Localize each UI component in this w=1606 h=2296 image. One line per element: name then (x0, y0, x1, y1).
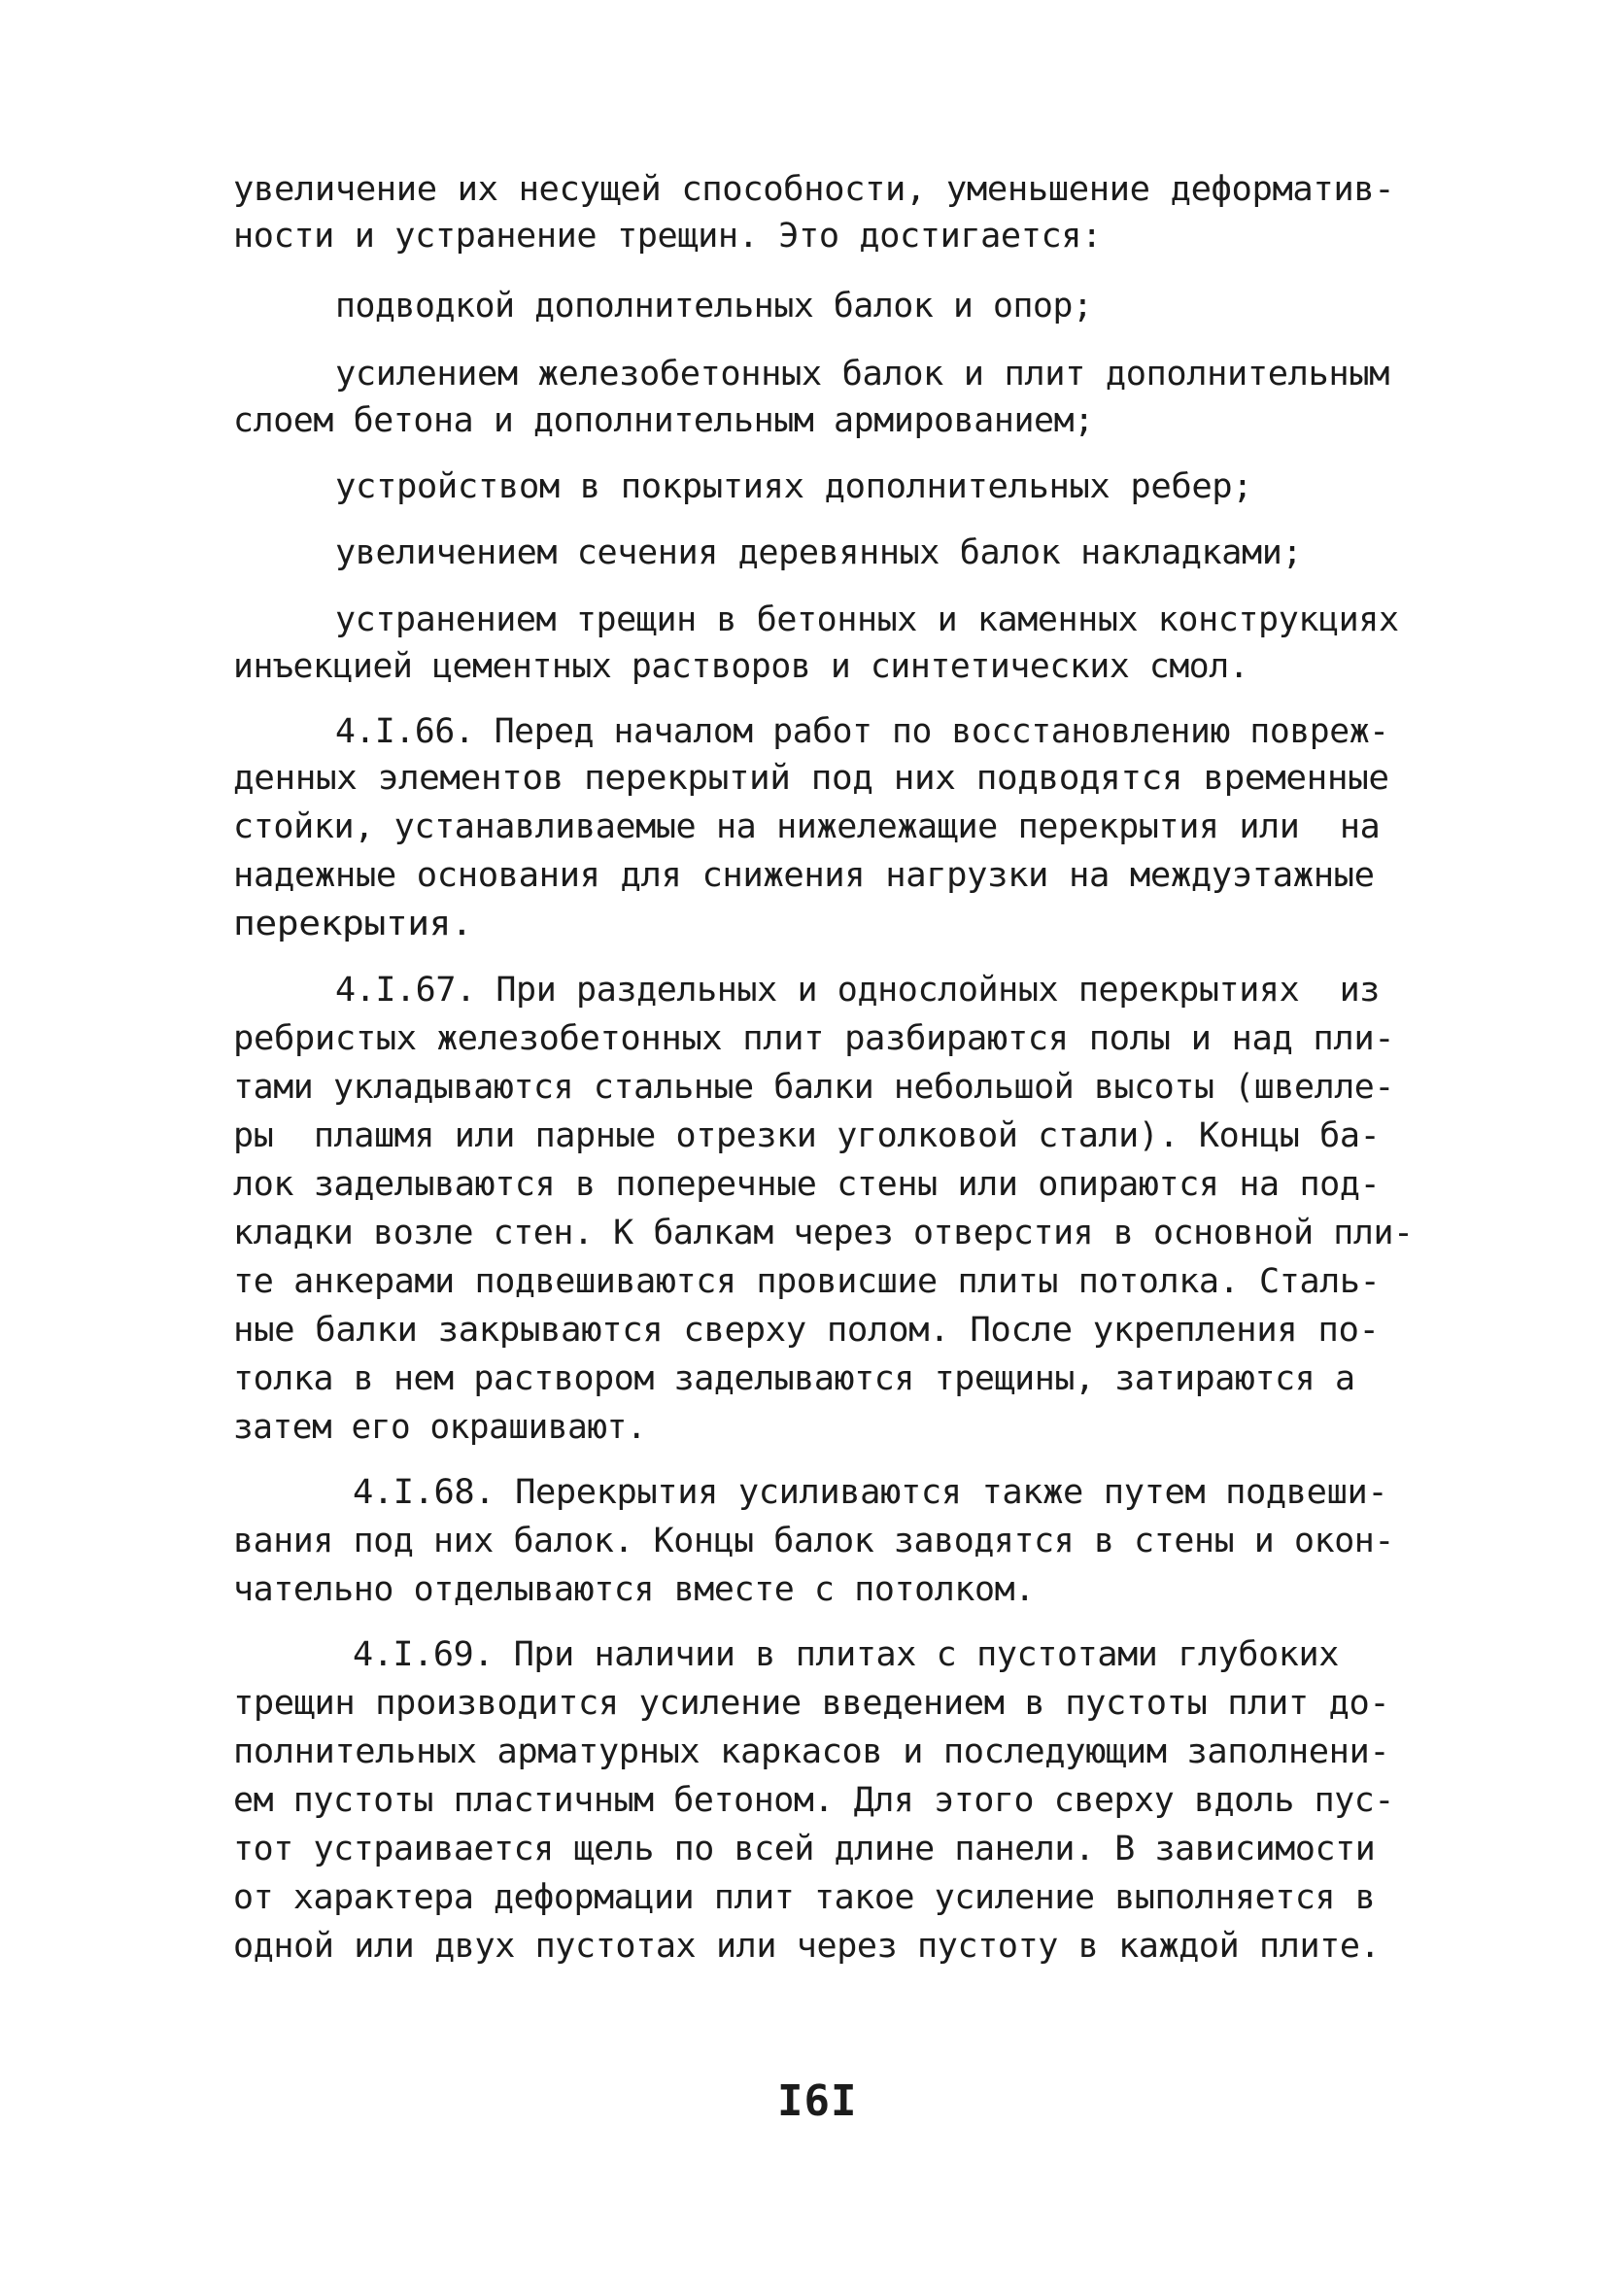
text-line: кладки возле стен. К балкам через отверстия в основной пли- (233, 1214, 1414, 1252)
text-line: усилением железобетонных балок и плит дополнительным (335, 355, 1389, 394)
text-line: стойки, устанавливаемые на нижележащие перекрытия или на (233, 807, 1381, 846)
text-line: одной или двух пустотах или через пустоту в каждой плите. (233, 1927, 1381, 1966)
text-line: толка в нем раствором заделываются трещины, затираются а (233, 1359, 1355, 1398)
text-line: 4.I.68. Перекрытия усиливаются также путем подвеши- (353, 1473, 1388, 1512)
text-line: слоем бетона и дополнительным армированием; (233, 401, 1094, 440)
text-line: чательно отделываются вместе с потолком. (233, 1570, 1035, 1609)
text-line: 4.I.69. При наличии в плитах с пустотами глубоких (353, 1635, 1339, 1674)
text-line: ребристых железобетонных плит разбираются полы и над пли- (233, 1019, 1395, 1058)
text-line: лок заделываются в поперечные стены или опираются на под- (233, 1165, 1381, 1204)
text-line: перекрытия. (233, 905, 473, 943)
text-line: от характера деформации плит такое усиление выполняется в (233, 1878, 1376, 1917)
text-line: ности и устранение трещин. Это достигается: (233, 217, 1102, 256)
page-number: I6I (777, 2076, 858, 2126)
text-line: увеличение их несущей способности, уменьшение деформатив- (233, 170, 1395, 209)
text-line: ные балки закрываются сверху полом. После укрепления по- (233, 1311, 1380, 1350)
text-line: тами укладываются стальные балки небольшой высоты (швелле- (233, 1068, 1395, 1107)
text-line: денных элементов перекрытий под них подводятся временные (233, 759, 1389, 798)
text-line: вания под них балок. Концы балок заводятся в стены и окон- (233, 1522, 1395, 1560)
text-line: тот устраивается щель по всей длине панели. В зависимости (233, 1830, 1376, 1868)
text-line: 4.I.67. При раздельных и однослойных перекрытиях из (335, 971, 1380, 1010)
text-line: 4.I.66. Перед началом работ по восстановлению повреж- (335, 712, 1389, 751)
text-line: надежные основания для снижения нагрузки на междуэтажные (233, 856, 1375, 895)
text-line: трещин производится усиление введением в пустоты плит до- (233, 1684, 1390, 1723)
text-line: увеличением сечения деревянных балок накладками; (335, 533, 1303, 572)
text-line: ры плашмя или парные отрезки уголковой стали). Концы ба- (233, 1116, 1381, 1155)
text-line: устройством в покрытиях дополнительных ребер; (335, 467, 1253, 506)
text-line: ем пустоты пластичным бетоном. Для этого сверху вдоль пус- (233, 1781, 1395, 1820)
text-line: затем его окрашивают. (233, 1408, 647, 1447)
text-line: полнительных арматурных каркасов и последующим заполнени- (233, 1732, 1390, 1771)
text-line: инъекцией цементных растворов и синтетических смол. (233, 647, 1249, 686)
text-line: подводкой дополнительных балок и опор; (335, 287, 1093, 326)
text-line: те анкерами подвешиваются провисшие плиты потолка. Сталь- (233, 1262, 1381, 1301)
text-line: устранением трещин в бетонных и каменных конструкциях (335, 600, 1399, 639)
